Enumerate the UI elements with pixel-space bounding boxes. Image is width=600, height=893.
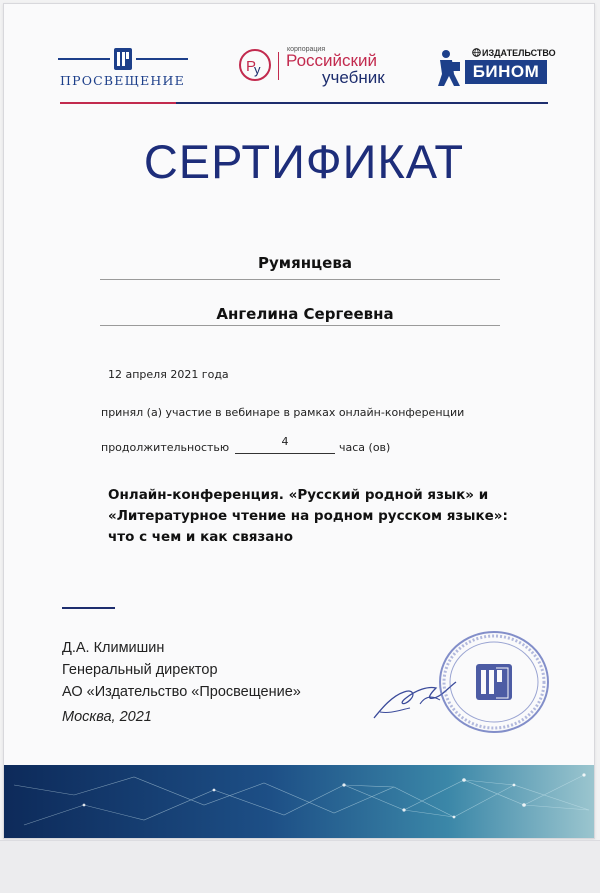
reader-figure-icon: [432, 48, 464, 88]
ru-logo-separator: [278, 52, 279, 80]
prosveshchenie-logo: [56, 40, 196, 100]
russian-textbook-logo: [238, 44, 403, 88]
prosveshchenie-mark-icon: [114, 48, 132, 70]
svg-text:у: у: [254, 62, 261, 77]
duration-label: продолжительностью: [101, 441, 230, 454]
header-rule-red: [60, 102, 176, 104]
globe-icon: [472, 48, 481, 57]
signatory-company: АО «Издательство «Просвещение»: [62, 684, 301, 700]
recipient-surname: Румянцева: [258, 254, 352, 272]
signatory-name: Д.А. Климишин: [62, 640, 165, 656]
ru-circle-icon: [238, 48, 272, 82]
company-seal: [436, 628, 552, 736]
ru-logo-caption: корпорация: [287, 46, 326, 53]
footer-decorative-band: [4, 765, 595, 839]
place-and-year: Москва, 2021: [62, 709, 152, 725]
signature-dash: [62, 607, 115, 609]
first-names-underline: [100, 325, 500, 326]
ru-logo-line2: учебник: [322, 68, 385, 87]
surname-underline: [100, 279, 500, 280]
binom-logo: [432, 44, 554, 90]
prosveshchenie-logo-text: ПРОСВЕЩЕНИЕ: [60, 73, 185, 88]
signatory-position: Генеральный директор: [62, 662, 218, 678]
binom-name: БИНОМ: [465, 60, 547, 84]
duration-unit: часа (ов): [339, 441, 391, 454]
recipient-first-names: Ангелина Сергеевна: [216, 305, 394, 323]
duration-underline: [235, 453, 335, 454]
participation-text: принял (а) участие в вебинаре в рамках онлайн-конференции: [101, 406, 465, 419]
viewer-bottom-area: [0, 840, 600, 893]
certificate-title: СЕРТИФИКАТ: [143, 135, 465, 188]
logo-bar-right: [136, 58, 188, 60]
logo-bar-left: [58, 58, 110, 60]
ru-logo-line1: Российский: [286, 51, 377, 70]
event-title: Онлайн-конференция. «Русский родной язык» и «Литературное чтение на родном русском языке»: что с чем и как связано: [108, 487, 508, 545]
svg-text:Р: Р: [246, 58, 257, 75]
binom-caption: ИЗДАТЕЛЬСТВО: [482, 48, 556, 58]
header-rule-navy: [176, 102, 548, 104]
duration-value: 4: [281, 435, 289, 448]
certificate-page: [3, 3, 595, 839]
event-date: 12 апреля 2021 года: [108, 368, 229, 381]
